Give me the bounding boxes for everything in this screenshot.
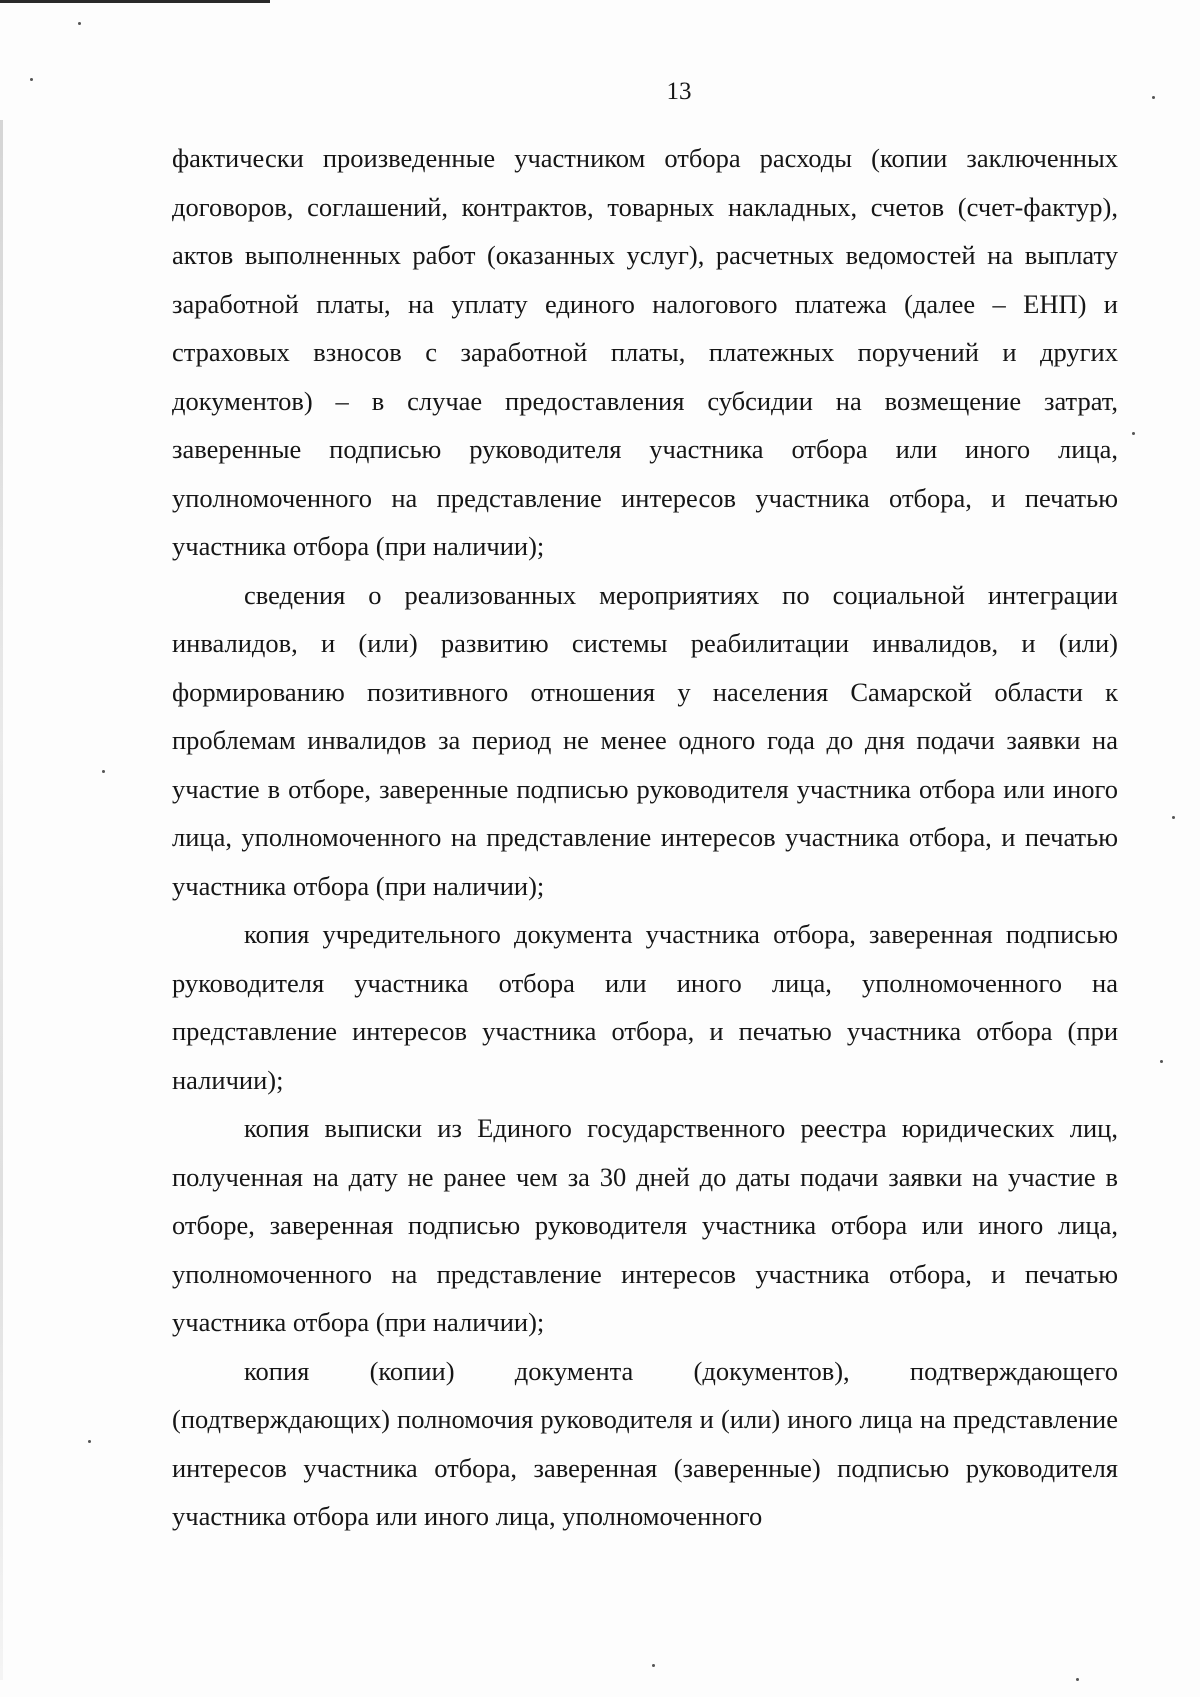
paragraph-charter-copy: копия учредительного документа участника отбора, заверенная подписью руководителя участника отбора или иного лица, уполномоченного на представление интересов участника отбора, и печатью участника отбора (при наличии); xyxy=(172,919,1118,1095)
paragraph-continuation: фактически произведенные участником отбора расходы (копии заключенных договоров, соглашений, контрактов, товарных накладных, счетов (счет-фактур), актов выполненных работ (оказанных услуг), расчетных ведомостей на выплату заработной платы, на уплату единого налогового платежа (далее – ЕНП) и страховых взносов с заработной платы, платежных поручений и других документов) – в случае предоставления субсидии на возмещение затрат, заверенные подписью руководителя участника отбора или иного лица, уполномоченного на представление интересов участника отбора, и печатью участника отбора (при наличии); xyxy=(172,143,1118,561)
scan-speck xyxy=(88,1440,91,1443)
scan-artifact-top-line xyxy=(0,0,270,3)
scan-speck xyxy=(1152,96,1155,99)
scan-speck xyxy=(102,770,105,773)
paragraph-events-info: сведения о реализованных мероприятиях по социальной интеграции инвалидов, и (или) развитию системы реабилитации инвалидов, и (или) формированию позитивного отношения у населения Самарской области к проблемам инвалидов за период не менее одного года до дня подачи заявки на участие в отборе, заверенные подписью руководителя участника отбора или иного лица, уполномоченного на представление интересов участника отбора, и печатью участника отбора (при наличии); xyxy=(172,579,1118,901)
scan-speck xyxy=(1132,432,1135,435)
scan-speck xyxy=(30,78,33,81)
scan-speck xyxy=(1076,1678,1079,1681)
scan-speck xyxy=(78,22,81,25)
paragraph-authority-docs: копия (копии) документа (документов), подтверждающего (подтверждающих) полномочия руководителя и (или) иного лица на представление интересов участника отбора, заверенная (заверенные) подписью руководителя участника отбора или иного лица, уполномоченного xyxy=(172,1355,1118,1531)
scan-speck xyxy=(1160,1060,1163,1063)
page-number: 13 xyxy=(666,78,692,105)
paragraph-registry-extract: копия выписки из Единого государственного реестра юридических лиц, полученная на дату не ранее чем за 30 дней до даты подачи заявки на участие в отборе, заверенная подписью руководителя участника отбора или иного лица, уполномоченного на представление интересов участника отбора, и печатью участника отбора (при наличии); xyxy=(172,1113,1118,1337)
scan-speck xyxy=(652,1664,655,1667)
body-text xyxy=(172,134,1118,1541)
scan-artifact-left-edge xyxy=(0,120,3,1680)
scan-speck xyxy=(1172,816,1175,819)
